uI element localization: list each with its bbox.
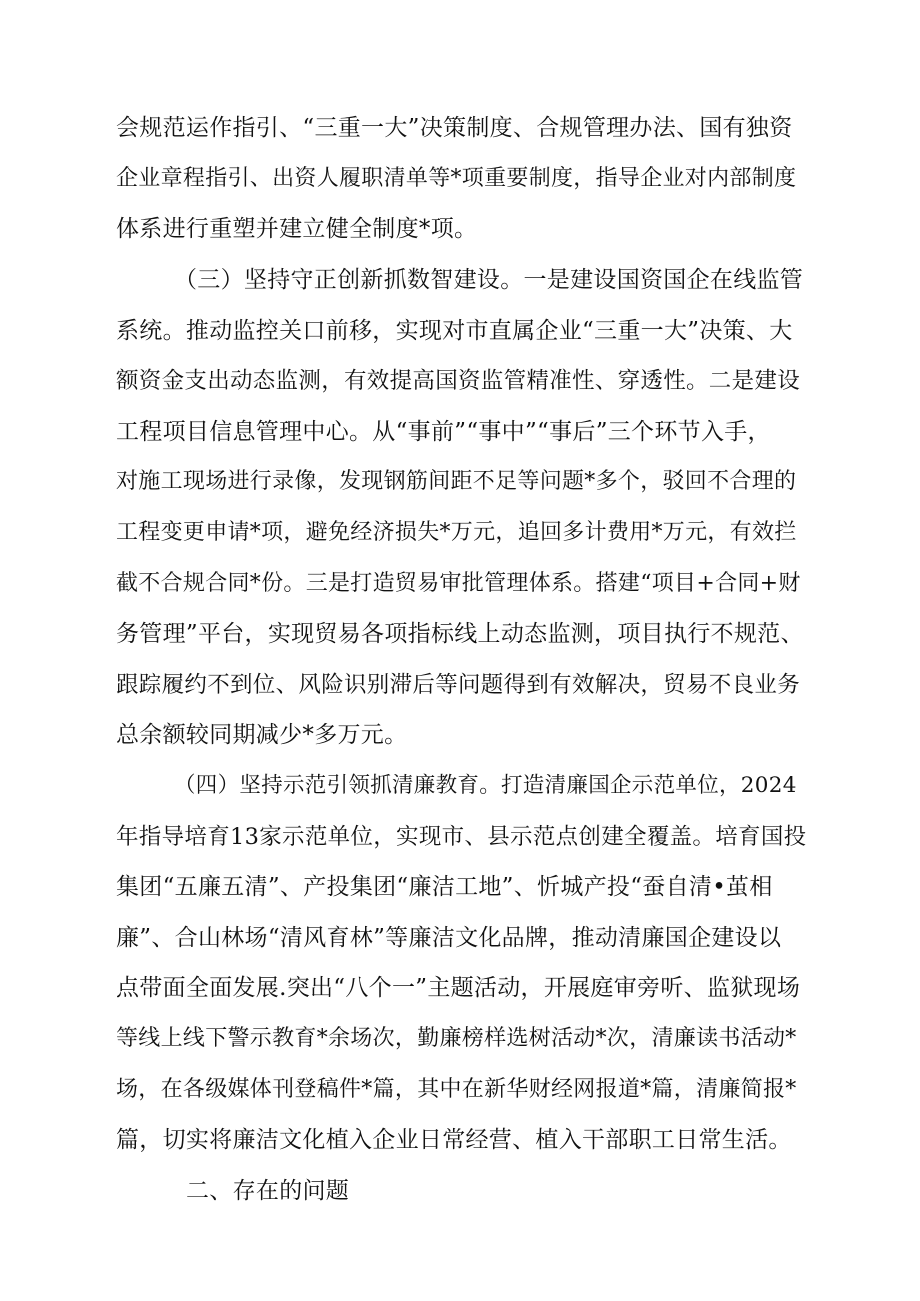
text-line-8: 对施工现场进行录像，发现钢筋间距不足等问题*多个，驳回不合理的 <box>116 469 797 494</box>
text-line-3: 体系进行重塑并建立健全制度*项。 <box>116 216 478 242</box>
text-line-5: 系统。推动监控关口前移，实现对市直属企业“三重一大”决策、大 <box>116 318 793 344</box>
text-line-1: 会规范运作指引、“三重一大”决策制度、合规管理办法、国有独资 <box>116 115 793 141</box>
section-heading-4-line: （四）坚持示范引领抓清廉教育。打造清廉国企示范单位，2024 <box>174 773 797 798</box>
text-line-12: 跟踪履约不到位、风险识别滞后等问题得到有效解决，贸易不良业务 <box>116 672 801 698</box>
text-line-18: 点带面全面发展.突出“八个一”主题活动，开展庭审旁听、监狱现场 <box>116 975 801 1001</box>
section-heading-3-line: （三）坚持守正创新抓数智建设。一是建设国资国企在线监管 <box>174 267 804 293</box>
text-line-21: 篇，切实将廉洁文化植入企业日常经营、植入干部职工日常生活。 <box>116 1127 792 1153</box>
text-line-13: 总余额较同期减少*多万元。 <box>116 722 408 748</box>
text-line-20: 场，在各级媒体刊登稿件*篇，其中在新华财经网报道*篇，清廉简报* <box>116 1077 797 1102</box>
text-line-9: 工程变更申请*项，避免经济损失*万元，追回多计费用*万元，有效拦 <box>116 520 797 545</box>
text-line-15: 年指导培育13家示范单位，实现市、县示范点创建全覆盖。培育国投 <box>116 824 807 850</box>
section-heading-problems: 二、存在的问题 <box>186 1178 350 1204</box>
text-line-17: 廉”、合山林场“清风育林”等廉洁文化品牌，推动清廉国企建设以 <box>116 925 782 951</box>
text-line-7: 工程项目信息管理中心。从“事前”“事中”“事后”三个环节入手， <box>116 419 771 445</box>
text-line-11: 务管理”平台，实现贸易各项指标线上动态监测，项目执行不规范、 <box>116 621 804 647</box>
text-line-2: 企业章程指引、出资人履职清单等*项重要制度，指导企业对内部制度 <box>116 166 797 191</box>
text-line-16: 集团“五廉五清”、产投集团“廉洁工地”、忻城产投“蚕自清•茧相 <box>116 874 773 900</box>
text-line-19: 等线上线下警示教育*余场次，勤廉榜样选树活动*次，清廉读书活动* <box>116 1026 797 1051</box>
text-line-10: 截不合规合同*份。三是打造贸易审批管理体系。搭建“项目+合同+财 <box>116 571 801 596</box>
text-line-6: 额资金支出动态监测，有效提高国资监管精准性、穿透性。二是建设 <box>116 368 801 394</box>
